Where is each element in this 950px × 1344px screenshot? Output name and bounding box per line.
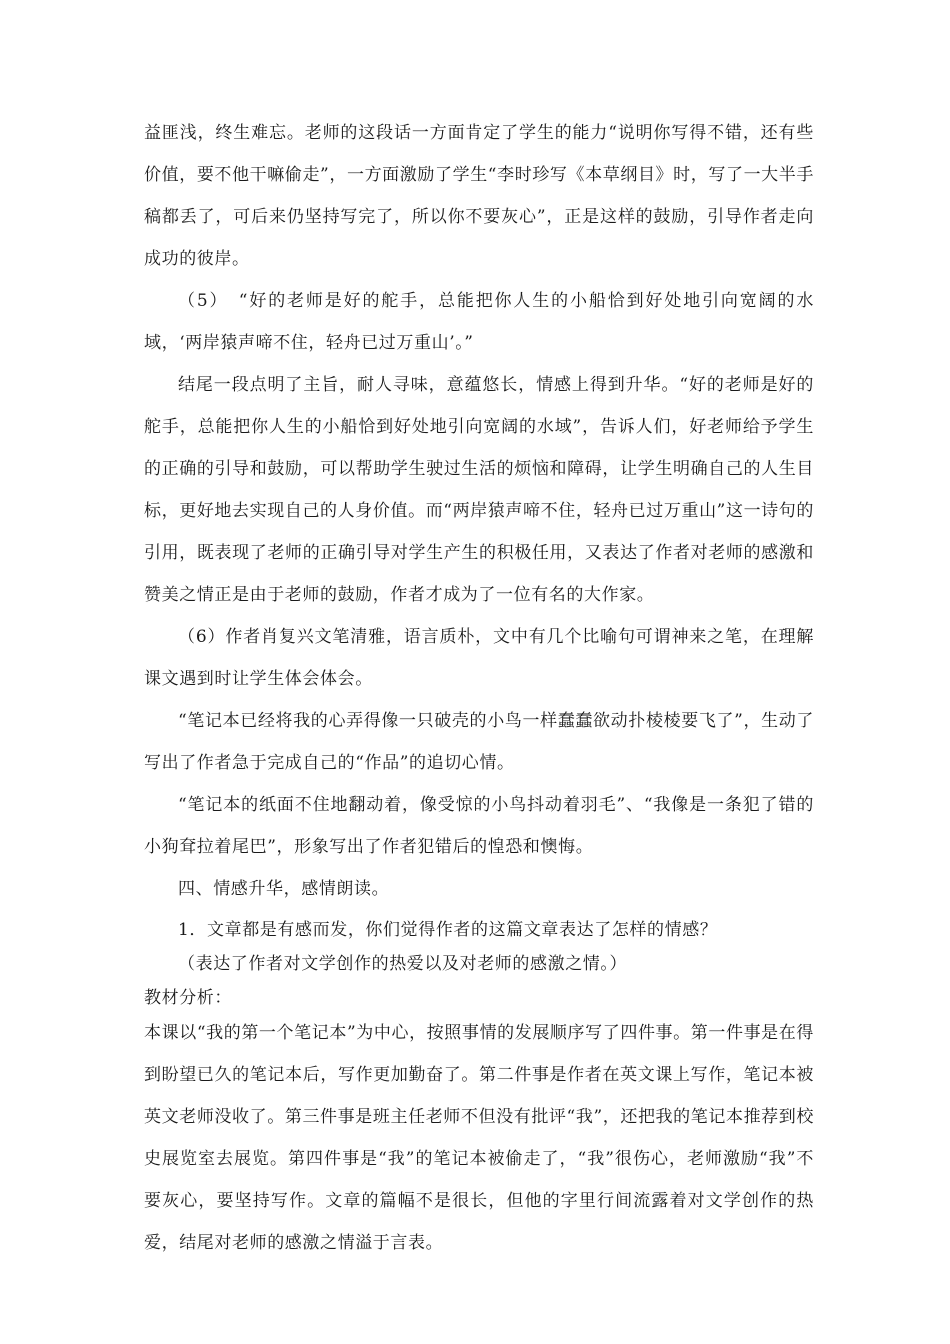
paragraph-teacher-encouragement: 益匪浅，终生难忘。老师的这段话一方面肯定了学生的能力“说明你写得不错，还有些价值，要不他干嘛偷走”，一方面激励了学生“李时珍写《本草纲目》时，写了一大半手稿都丢了，可后来仍坚持写完了，所以你不要灰心”，正是这样的鼓励，引导作者走向成功的彼岸。: [144, 123, 814, 269]
material-analysis-body: 本课以“我的第一个笔记本”为中心，按照事情的发展顺序写了四件事。第一件事是在得到盼望已久的笔记本后，写作更加勤奋了。第二件事是作者在英文课上写作，笔记本被英文老师没收了。第三件事是班主任老师不但没有批评“我”，还把我的笔记本推荐到校史展览室去展览。第四件事是“我”的笔记本被偷走了，“我”很伤心，老师激励“我”不要灰心，要坚持写作。文章的篇幅不是很长，但他的字里行间流露着对文学创作的热爱，结尾对老师的感激之情溢于言表。: [144, 1023, 814, 1253]
paragraph-item-5-quote: （5） “好的老师是好的舵手，总能把你人生的小船恰到好处地引向宽阔的水域，‘两岸猿声啼不住，轻舟已过万重山’。”: [144, 291, 814, 353]
paragraph-item-6: （6）作者肖复兴文笔清雅，语言质朴，文中有几个比喻句可谓神来之笔，在理解课文遇到时让学生体会体会。: [144, 627, 814, 689]
paragraph-metaphor-1: “笔记本已经将我的心弄得像一只破壳的小鸟一样蠢蠢欲动扑棱棱要飞了”，生动了写出了作者急于完成自己的“作品”的追切心情。: [144, 711, 814, 773]
paragraph-ending-analysis: 结尾一段点明了主旨，耐人寻味，意蕴悠长，情感上得到升华。“好的老师是好的舵手，总能把你人生的小船恰到好处地引向宽阔的水域”，告诉人们，好老师给予学生的正确的引导和鼓励，可以帮助学生驶过生活的烦恼和障碍，让学生明确自己的人生目标，更好地去实现自己的人身价值。而“两岸猿声啼不住，轻舟已过万重山”这一诗句的引用，既表现了老师的正确引导对学生产生的积极任用，又表达了作者对老师的感激和赞美之情正是由于老师的鼓励，作者才成为了一位有名的大作家。: [144, 375, 814, 605]
document-body: [144, 112, 814, 1264]
section-heading-emotion: 四、情感升华，感情朗读。: [178, 879, 390, 899]
answer-1: （表达了作者对文学创作的热爱以及对老师的感激之情。）: [178, 954, 628, 974]
question-1: 1．文章都是有感而发，你们觉得作者的这篇文章表达了怎样的情感？: [178, 920, 718, 940]
material-analysis-heading: 教材分析：: [144, 988, 232, 1008]
paragraph-metaphor-2: “笔记本的纸面不住地翻动着，像受惊的小鸟抖动着羽毛”、“我像是一条犯了错的小狗耷拉着尾巴”，形象写出了作者犯错后的惶恐和懊悔。: [144, 795, 814, 857]
